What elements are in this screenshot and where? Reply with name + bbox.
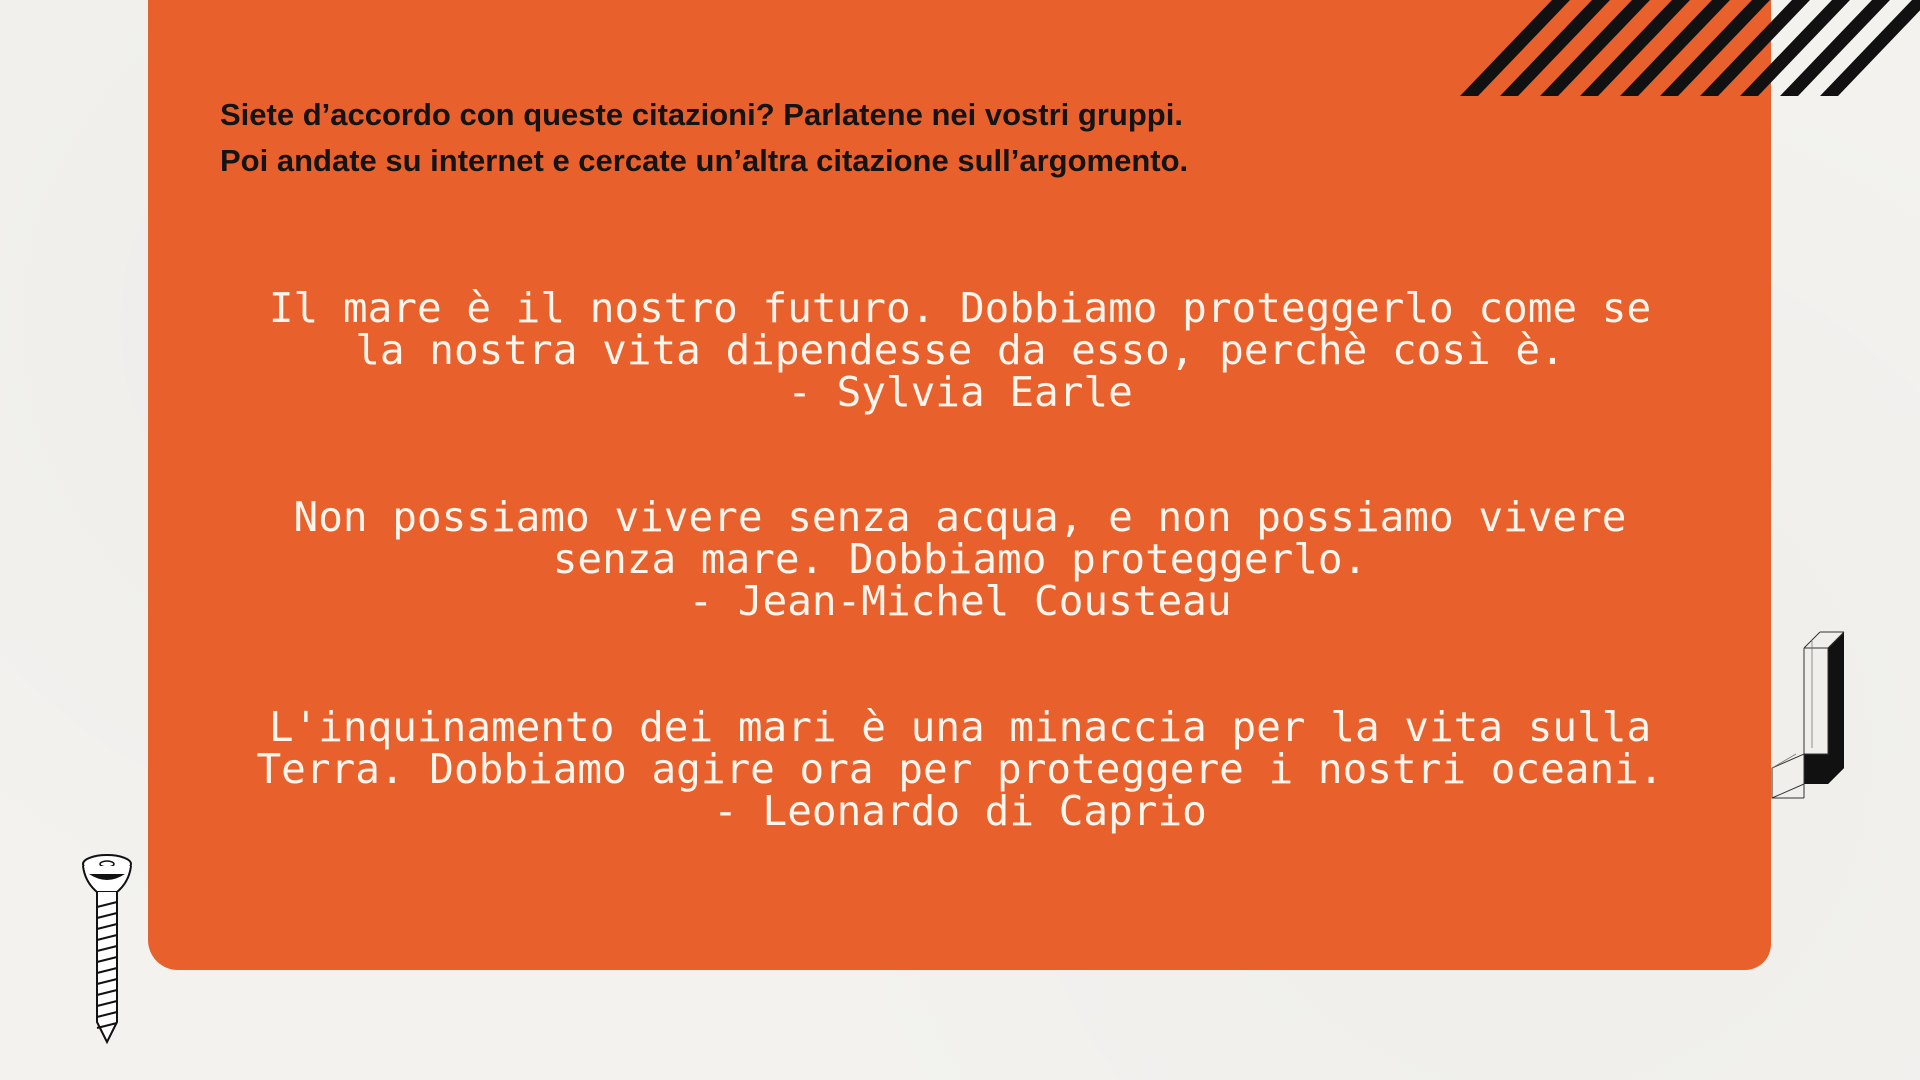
quote-1 (160, 284, 1760, 416)
quote-3-author: - Leonardo di Caprio (713, 787, 1207, 835)
quote-2-author: - Jean-Michel Cousteau (688, 577, 1232, 625)
quote-2-line-1: Non possiamo vivere senza acqua, e non possiamo vivere (293, 493, 1627, 541)
quote-1-author: - Sylvia Earle (787, 368, 1133, 416)
quote-3-line-2: Terra. Dobbiamo agire ora per proteggere i nostri oceani. (256, 745, 1664, 793)
bracket-3d-icon (1768, 628, 1848, 803)
instructions-line-1: Siete d’accordo con queste citazioni? Parlatene nei vostri gruppi. (220, 97, 1183, 132)
quote-3 (160, 703, 1760, 835)
diagonal-stripes-icon (1460, 0, 1920, 100)
instructions-line-2: Poi andate su internet e cercate un’altra citazione sull’argomento. (220, 143, 1189, 178)
screw-icon (76, 852, 138, 1048)
quote-1-line-1: Il mare è il nostro futuro. Dobbiamo proteggerlo come se (268, 284, 1652, 332)
quote-3-line-1: L'inquinamento dei mari è una minaccia per la vita sulla (268, 703, 1652, 751)
quote-1-line-2: la nostra vita dipendesse da esso, perchè così è. (355, 326, 1565, 374)
quote-2 (160, 493, 1760, 625)
quote-2-line-2: senza mare. Dobbiamo proteggerlo. (552, 535, 1368, 583)
instructions (220, 92, 1420, 184)
